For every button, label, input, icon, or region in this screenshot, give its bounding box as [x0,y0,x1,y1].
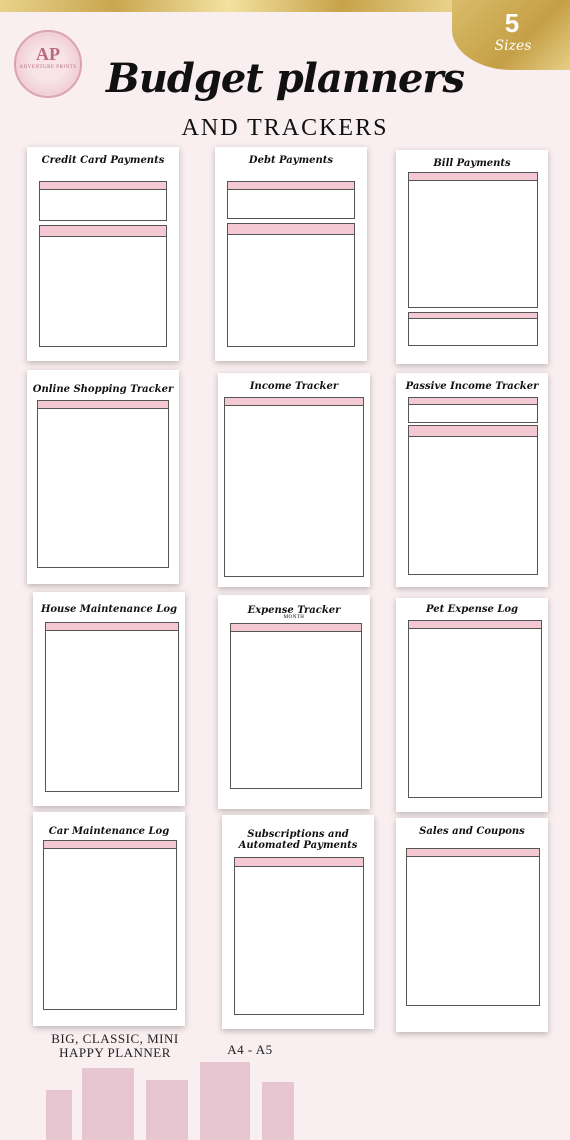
card-subtitle: MONTH [283,615,305,620]
card-title: Debt Payments [248,155,334,166]
house-maintenance-table [45,622,179,792]
card-income-tracker [218,373,370,587]
card-debt-payments [215,147,367,361]
card-passive-income-tracker [396,373,548,587]
car-maintenance-table [43,840,177,1010]
payments-table [227,223,355,347]
info-table [227,181,355,219]
passive-income-table [408,425,538,575]
size-block-2 [82,1068,134,1140]
sizes-label: Sizes [494,38,532,54]
bills-table [408,172,538,308]
card-house-maintenance-log [33,592,185,806]
card-title: Pet Expense Log [425,604,519,615]
shopping-table [37,400,169,568]
paper-sizes-text: A4 - A5 [227,1042,273,1057]
card-title: Car Maintenance Log [48,826,170,837]
card-title: Bill Payments [433,158,511,169]
card-title: Subscriptions and Automated Payments [238,829,358,851]
card-pet-expense-log [396,598,548,812]
card-subscriptions [222,815,374,1029]
payments-table [39,225,167,347]
subscriptions-table [234,857,364,1015]
sizes-number: 5 [504,8,520,38]
sales-table [406,848,540,1006]
logo-initials: AP [36,44,60,64]
card-sales-and-coupons [396,818,548,1032]
card-car-maintenance-log [33,812,185,1026]
expense-table [230,623,362,789]
card-online-shopping-tracker [27,370,179,584]
card-title: Online Shopping Tracker [32,384,174,395]
card-title: House Maintenance Log [40,604,178,615]
card-title: Credit Card Payments [41,155,165,166]
info-table [39,181,167,221]
card-expense-tracker [218,595,370,809]
size-block-4 [200,1062,250,1140]
card-title: Income Tracker [249,381,339,392]
card-bill-payments [396,150,548,364]
card-credit-card-payments [27,147,179,361]
headline-title: Budget planners [106,55,464,102]
size-block-1 [46,1090,72,1140]
income-table [224,397,364,577]
logo-brand-name: ADVENTURE PRINTS [19,65,77,70]
size-block-5 [262,1082,294,1140]
headline-subtitle: AND TRACKERS [181,115,389,141]
card-title: Sales and Coupons [419,826,525,837]
income-streams-table [408,397,538,423]
planner-sizes-text: BIG, CLASSIC, MINI HAPPY PLANNER [51,1031,179,1060]
pet-expense-table [408,620,542,798]
card-title: Expense Tracker [247,605,341,616]
budget-table [408,312,538,346]
card-title: Passive Income Tracker [405,381,539,392]
size-block-3 [146,1080,188,1140]
